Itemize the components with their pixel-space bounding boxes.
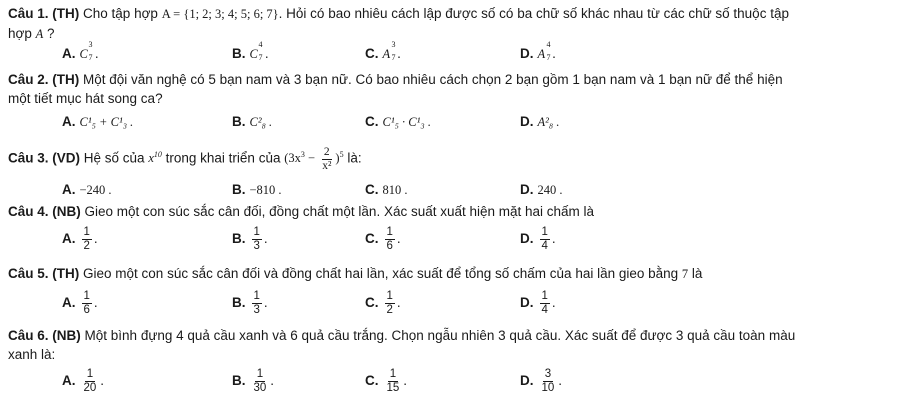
question-text: một tiết mục hát song ca? <box>8 91 163 106</box>
sum-value: 7 <box>681 267 689 281</box>
option-c[interactable]: C. $\frac{1}{15}$ . <box>365 368 408 394</box>
question-text: Gieo một con súc sắc cân đối, đồng chất một lần. Xác suất xuất hiện mặt hai chấm là <box>80 204 595 219</box>
question-text: . Hỏi có bao nhiêu cách lập được số có ba chữ số khác nhau từ các chữ số thuộc tập <box>278 6 789 21</box>
question-level: (TH) <box>52 266 80 281</box>
question-level: (NB) <box>52 204 81 219</box>
question-text: Cho tập hợp <box>79 6 162 21</box>
q1-options <box>62 40 902 68</box>
option-label: D. <box>520 114 534 129</box>
option-label: B. <box>232 231 246 247</box>
option-a[interactable]: A. C 3 7 . <box>62 40 99 62</box>
fraction: $\frac{1}{30}$ <box>253 368 267 394</box>
question-level: (VD) <box>52 150 81 166</box>
fraction: $\frac{1}{3}$ <box>253 290 260 316</box>
option-label: C. <box>365 114 379 129</box>
option-d[interactable]: D. $\frac{1}{4}$ . <box>520 290 556 316</box>
fraction: $\frac{1}{6}$ <box>83 290 90 316</box>
option-label: A. <box>62 373 76 389</box>
option-b[interactable] <box>232 182 282 198</box>
option-c[interactable]: C. A 3 7 . <box>365 40 401 62</box>
question-text: ? <box>43 26 55 41</box>
option-c[interactable]: C. $\frac{1}{6}$ . <box>365 226 401 252</box>
combination-symbol: C 4 7 <box>249 40 263 62</box>
question-text: trong khai triển của <box>161 150 285 166</box>
question-text: Gieo một con súc sắc cân đối và đồng chất hai lần, xác suất để tổng số chấm của hai lần gieo bằng <box>79 266 682 281</box>
option-a[interactable]: A. $\frac{1}{6}$ . <box>62 290 98 316</box>
fraction: $\frac{1}{4}$ <box>541 226 548 252</box>
option-label: A. <box>62 295 76 311</box>
option-b[interactable] <box>232 114 272 130</box>
option-label: B. <box>232 114 246 129</box>
question-5 <box>8 264 903 284</box>
option-value: A²₈ . <box>537 115 560 129</box>
question-number: Câu 5. <box>8 266 49 281</box>
question-text: xanh là: <box>8 347 56 362</box>
option-label: D. <box>520 182 534 197</box>
arrangement-symbol: A 3 7 <box>382 40 396 62</box>
question-text: Hệ số của <box>80 150 149 166</box>
option-value: C¹₅ · C¹₃ . <box>382 115 431 129</box>
question-level: (TH) <box>52 6 80 21</box>
question-text: là <box>688 266 703 281</box>
option-label: A. <box>62 46 76 61</box>
option-label: A. <box>62 114 76 129</box>
option-label: A. <box>62 231 76 247</box>
q3-options <box>62 182 902 204</box>
option-value: C¹₅ + C¹₃ . <box>79 115 134 129</box>
q4-options <box>62 226 902 252</box>
option-b[interactable]: B. $\frac{1}{30}$ . <box>232 368 275 394</box>
question-number: Câu 3. <box>8 150 49 166</box>
binomial-expression: ($3x^3$ − $\frac{2}{\text{x²}}$ )$^5$ <box>284 146 344 172</box>
option-label: B. <box>232 182 246 197</box>
option-value: −240 . <box>79 183 112 197</box>
set-variable: A <box>35 27 44 41</box>
option-label: D. <box>520 46 534 61</box>
option-value: 810 . <box>382 183 408 197</box>
option-a[interactable] <box>62 114 133 130</box>
question-4 <box>8 202 903 221</box>
option-label: C. <box>365 182 379 197</box>
combination-symbol: C 3 7 <box>79 40 93 62</box>
arrangement-symbol: A 4 7 <box>537 40 551 62</box>
question-6 <box>8 326 903 364</box>
q6-options <box>62 368 902 394</box>
option-label: C. <box>365 295 379 311</box>
question-3 <box>8 146 903 173</box>
fraction: $\frac{1}{20}$ <box>83 368 97 394</box>
fraction: $\frac{1}{15}$ <box>386 368 400 394</box>
fraction: $\frac{3}{10}$ <box>541 368 555 394</box>
fraction: $\frac{1}{2}$ <box>386 290 393 316</box>
option-c[interactable]: C. $\frac{1}{2}$ . <box>365 290 401 316</box>
option-value: −810 . <box>249 183 282 197</box>
option-label: B. <box>232 295 246 311</box>
q5-options <box>62 290 902 316</box>
option-b[interactable]: B. C 4 7 . <box>232 40 269 62</box>
option-b[interactable]: B. $\frac{1}{3}$ . <box>232 226 268 252</box>
question-1 <box>8 4 903 44</box>
option-label: D. <box>520 373 534 389</box>
option-label: B. <box>232 46 246 61</box>
fraction: $\frac{1}{3}$ <box>253 226 260 252</box>
question-text: Một đội văn nghệ có 5 bạn nam và 3 bạn nữ. Có bao nhiêu cách chọn 2 bạn gồm 1 bạn nam và 1 bạn nữ để thể hiện <box>79 72 783 87</box>
question-level: (TH) <box>52 72 80 87</box>
question-2 <box>8 70 903 108</box>
option-a[interactable] <box>62 182 112 198</box>
question-text: là: <box>343 150 362 166</box>
option-d[interactable] <box>520 114 559 130</box>
question-number: Câu 6. <box>8 328 49 343</box>
option-value: 240 . <box>537 183 563 197</box>
question-number: Câu 2. <box>8 72 49 87</box>
question-level: (NB) <box>52 328 81 343</box>
option-label: D. <box>520 231 534 247</box>
q2-options <box>62 114 902 136</box>
option-label: A. <box>62 182 76 197</box>
fraction: $\frac{1}{2}$ <box>83 226 90 252</box>
option-a[interactable]: A. $\frac{1}{20}$ . <box>62 368 105 394</box>
option-d[interactable] <box>520 182 563 198</box>
option-d[interactable]: D. $\frac{1}{4}$ . <box>520 226 556 252</box>
option-d[interactable]: D. A 4 7 . <box>520 40 556 62</box>
option-label: B. <box>232 373 246 389</box>
set-expression: A = {1; 2; 3; 4; 5; 6; 7} <box>161 7 279 21</box>
option-d[interactable]: D. $\frac{3}{10}$ . <box>520 368 563 394</box>
option-a[interactable]: A. $\frac{1}{2}$ . <box>62 226 98 252</box>
option-c[interactable] <box>365 182 408 198</box>
question-text: hợp <box>8 26 36 41</box>
option-label: C. <box>365 231 379 247</box>
option-c[interactable] <box>365 114 431 130</box>
option-label: C. <box>365 46 379 61</box>
power-term: $x^{10}$ <box>148 150 162 166</box>
fraction: $\frac{1}{4}$ <box>541 290 548 316</box>
option-b[interactable]: B. $\frac{1}{3}$ . <box>232 290 268 316</box>
option-value: C²₈ . <box>249 115 273 129</box>
option-label: D. <box>520 295 534 311</box>
question-text: Một bình đựng 4 quả cầu xanh và 6 quả cầu trắng. Chọn ngẫu nhiên 3 quả cầu. Xác suất để được 3 quả cầu toàn màu <box>80 328 796 343</box>
question-number: Câu 4. <box>8 204 49 219</box>
fraction: $\frac{1}{6}$ <box>386 226 393 252</box>
question-number: Câu 1. <box>8 6 49 21</box>
option-label: C. <box>365 373 379 389</box>
